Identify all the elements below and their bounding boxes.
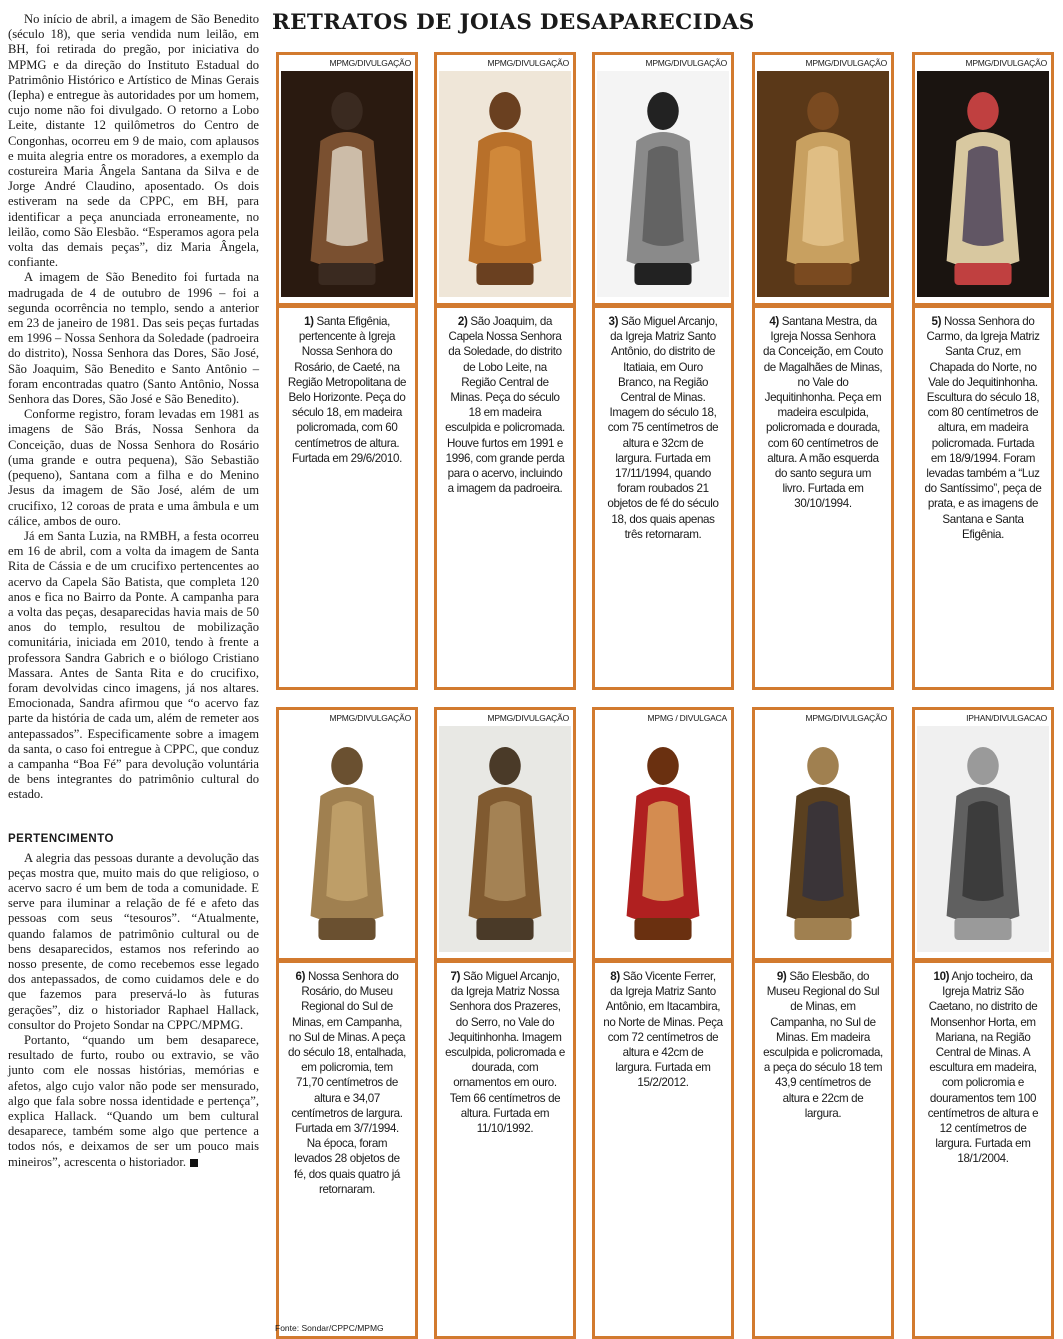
card-number: 6) xyxy=(295,970,306,983)
photo-credit: MPMG/DIVULGAÇÃO xyxy=(805,58,887,68)
card-text: Nossa Senhora do Rosário, do Museu Regional do Sul de Minas, em Campanha, no Sul de Minas. A peça do século 18, entalhada, em policromia, tem 71,70 centímetros de altura e 34,07 centímetros de largura. Furtada em 3/7/1994. Na época, foram levados 28 objetos de fé, dos quais quatro já retornaram. xyxy=(288,970,406,1196)
card-caption xyxy=(279,963,415,1197)
statue-photo-icon xyxy=(597,726,729,952)
card-caption xyxy=(437,308,573,496)
gallery-card xyxy=(912,52,1054,690)
statue-photo-icon xyxy=(917,726,1049,952)
gallery-card xyxy=(912,707,1054,1339)
photo-credit: MPMG/DIVULGAÇÃO xyxy=(805,713,887,723)
article-paragraph: Conforme registro, foram levadas em 1981 as imagens de São Brás, Nossa Senhora da Conceição, duas de Nossa Senhora do Rosário (uma grande e outra pequena), São Sebastião (pequeno), Santana com a filha e do Menino Jesus da imagem de São José, além de um crucifixo, 12 coroas de prata e uma âmbula e um cálice, ambos de ouro. xyxy=(8,407,259,528)
card-number: 3) xyxy=(608,315,619,328)
card-caption xyxy=(755,963,891,1121)
card-caption xyxy=(595,308,731,542)
statue-photo-icon xyxy=(439,726,571,952)
photo-credit: MPMG / DIVULGACA xyxy=(647,713,727,723)
article-paragraph: Já em Santa Luzia, na RMBH, a festa ocorreu em 16 de abril, com a volta da imagem de Santa Rita de Cássia e de um crucifixo pertencentes ao acervo da Capela São Batista, que completa 120 anos e fica no Bairro da Ponte. A campanha para a volta das peças, desaparecidas havia mais de 50 anos do templo, resultou de mobilização comunitária, iniciada em 2010, tendo à frente a professora Sandra Gabrich e o biólogo Cristiano Massara. Antes de Santa Rita e do crucifixo, foram devolvidas cinco imagens, já nos altares. Emocionada, Sandra afirmou que “o acervo faz parte da história de cada um, além de remeter aos antepassados”. Especificamente sobre a imagem da santa, o caso foi entregue à CPPC, que conduz a campanha “Boa Fé” para devolução voluntária de bens integrantes do patrimônio cultural do estado. xyxy=(8,528,259,802)
card-text: Santa Efigênia, pertencente à Igreja Nossa Senhora do Rosário, de Caeté, na Região Metropolitana de Belo Horizonte. Peça do século 18, em madeira policromada, com 60 centímetros de altura. Furtada em 29/6/2010. xyxy=(287,315,407,465)
gallery-card xyxy=(276,52,418,690)
card-number: 10) xyxy=(933,970,950,983)
statue-photo-icon xyxy=(281,71,413,297)
card-caption xyxy=(437,963,573,1136)
gallery-card xyxy=(434,52,576,690)
card-number: 7) xyxy=(450,970,461,983)
statue-photo-icon xyxy=(917,71,1049,297)
statue-photo-icon xyxy=(439,71,571,297)
card-number: 4) xyxy=(769,315,779,328)
gallery-card xyxy=(592,52,734,690)
photo-credit: MPMG/DIVULGAÇÃO xyxy=(645,58,727,68)
gallery-card xyxy=(276,707,418,1339)
statue-photo-icon xyxy=(757,726,889,952)
card-text: São Vicente Ferrer, da Igreja Matriz Santo Antônio, em Itacambira, no Norte de Minas. Peça com 72 centímetros de altura e 42cm de largura. Furtada em 15/2/2012. xyxy=(603,970,723,1090)
photo-credit: MPMG/DIVULGAÇÃO xyxy=(329,58,411,68)
gallery-card xyxy=(434,707,576,1339)
photo-credit: MPMG/DIVULGAÇÃO xyxy=(487,713,569,723)
card-caption xyxy=(755,308,891,512)
card-text: Nossa Senhora do Carmo, da Igreja Matriz Santa Cruz, em Chapada do Norte, no Vale do Jequitinhonha. Escultura do século 18, com 80 centímetros de altura, em madeira policromada. Furtada em 18/9/1994. Foram levadas também a “Luz do Santíssimo”, peça de prata, e as imagens de Santana e Santa Efigênia. xyxy=(924,315,1042,541)
card-text: Santana Mestra, da Igreja Nossa Senhora da Conceição, em Couto de Magalhães de Minas, no Vale do Jequitinhonha. Peça em madeira esculpida, policromada e dourada, com 60 centímetros de altura. A mão esquerda do santo segura um livro. Furtada em 30/10/1994. xyxy=(763,315,883,511)
card-text: São Miguel Arcanjo, da Igreja Matriz Nossa Senhora dos Prazeres, do Serro, no Vale do Jequitinhonha. Imagem esculpida, policromada e dourada, com ornamentos em ouro. Tem 66 centímetros de altura. Furtada em 11/10/1992. xyxy=(445,970,565,1136)
card-number: 1) xyxy=(304,315,314,328)
card-text: Anjo tocheiro, da Igreja Matriz São Caetano, no distrito de Monsenhor Horta, em Mariana, na Região Central de Minas. A escultura em madeira, com policromia e douramentos tem 100 centímetros de altura e 12 centímetros de largura. Furtada em 18/1/2004. xyxy=(927,970,1039,1166)
source-credit: Fonte: Sondar/CPPC/MPMG xyxy=(275,1323,384,1333)
card-caption xyxy=(915,308,1051,542)
card-text: São Miguel Arcanjo, da Igreja Matriz Santo Antônio, do distrito de Itatiaia, em Ouro Branco, na Região Central de Minas. Imagem do século 18, com 75 centímetros de altura e 32cm de largura. Furtada em 17/11/1994, quando foram roubados 21 objetos de fé do século 18, dos quais apenas três retornaram. xyxy=(607,315,719,541)
card-text: São Elesbão, do Museu Regional do Sul de Minas, em Campanha, no Sul de Minas. Em madeira esculpida e policromada, a peça do século 18 tem 43,9 centímetros de altura e 22cm de largura. xyxy=(763,970,883,1120)
photo-credit: MPMG/DIVULGAÇÃO xyxy=(965,58,1047,68)
article-paragraph: A alegria das pessoas durante a devolução das peças mostra que, muito mais do que religioso, o acervo sacro é um bem de toda a comunidade. E serve para iluminar a relação de fé e afeto das pessoas com seus “tesouros”. “Atualmente, quando falamos de patrimônio cultural ou de bens desaparecidos, estamos nos referindo ao nosso presente, de como recebemos esse legado dos antepassados, de como cuidamos dele e do que fazemos para preservá-lo às futuras gerações”, diz o historiador Raphael Hallack, consultor do Projeto Sondar na CPPC/MPMG. xyxy=(8,850,259,1032)
card-number: 5) xyxy=(931,315,942,328)
statue-photo-icon xyxy=(281,726,413,952)
gallery-card xyxy=(752,52,894,690)
gallery-title: RETRATOS DE JOIAS DESAPARECIDAS xyxy=(272,10,755,35)
article-paragraph xyxy=(8,1033,259,1170)
photo-credit: MPMG/DIVULGAÇÃO xyxy=(487,58,569,68)
card-caption xyxy=(279,308,415,466)
statue-photo-icon xyxy=(757,71,889,297)
subhead: PERTENCIMENTO xyxy=(8,832,114,845)
card-number: 9) xyxy=(776,970,787,983)
card-caption xyxy=(915,963,1051,1167)
card-text: São Joaquim, da Capela Nossa Senhora da Soledade, do distrito de Lobo Leite, na Região Central de Minas. Peça do século 18 em madeira esculpida e policromada. Houve furtos em 1991 e 1996, com grande perda para o acervo, incluindo a imagem da padroeira. xyxy=(445,315,565,496)
gallery-card xyxy=(592,707,734,1339)
statue-photo-icon xyxy=(597,71,729,297)
article-paragraph-text: Portanto, “quando um bem desaparece, resultado de furto, roubo ou extravio, se vão junto com ele nossas histórias, memórias e afetos, algo cujo valor não pode ser mensurado, algo que fala sobre nossa identidade e pertença”, explica Hallack. “Quando um bem cultural desaparece, também some algo que pertence a todos nós, e deixamos de ser um pouco mais mineiros”, acrescenta o historiador. xyxy=(8,1033,259,1169)
card-number: 2) xyxy=(457,315,468,328)
card-number: 8) xyxy=(610,970,620,983)
gallery-card xyxy=(752,707,894,1339)
end-mark-icon xyxy=(190,1159,198,1167)
photo-credit: IPHAN/DIVULGACAO xyxy=(966,713,1047,723)
article-paragraph: A imagem de São Benedito foi furtada na madrugada de 4 de outubro de 1996 – foi a segunda ocorrência no templo, sendo a anterior em 23 de janeiro de 1981. Das seis peças furtadas em 1996 – Nossa Senhora da Soledade (padroeira do distrito), Nossa Senhora das Dores, São José, São Joaquim, São Benedito e Santo Antônio – foram encontradas quatro (Santo Antônio, Nossa Senhora das Dores, São José e São Benedito). xyxy=(8,270,259,407)
article-paragraph: No início de abril, a imagem de São Benedito (século 18), que seria vendida num leilão, em BH, foi retirada do pregão, por iniciativa do MPMG e da direção do Instituto Estadual do Patrimônio Histórico e Artístico de Minas Gerais (Iepha) e entregue às autoridades por um homem, cujo nome não foi divulgado. O retorno a Lobo Leite, distante 12 quilômetros do Centro de Congonhas, ocorreu em 9 de maio, com aplausos e muita alegria entre os moradores, a exemplo da costureira Maria Ângela Santana da Silva e de Jorge André Claudino, aposentado. Os dois estiveram na sede da CPPC, em BH, para identificar a peça anunciada erroneamente, no leilão, como São Elesbão. “Esperamos agora pela volta das demais peças”, diz Maria Ângela, confiante. xyxy=(8,12,259,270)
article-column xyxy=(8,12,259,1170)
photo-credit: MPMG/DIVULGAÇÃO xyxy=(329,713,411,723)
card-caption xyxy=(595,963,731,1091)
